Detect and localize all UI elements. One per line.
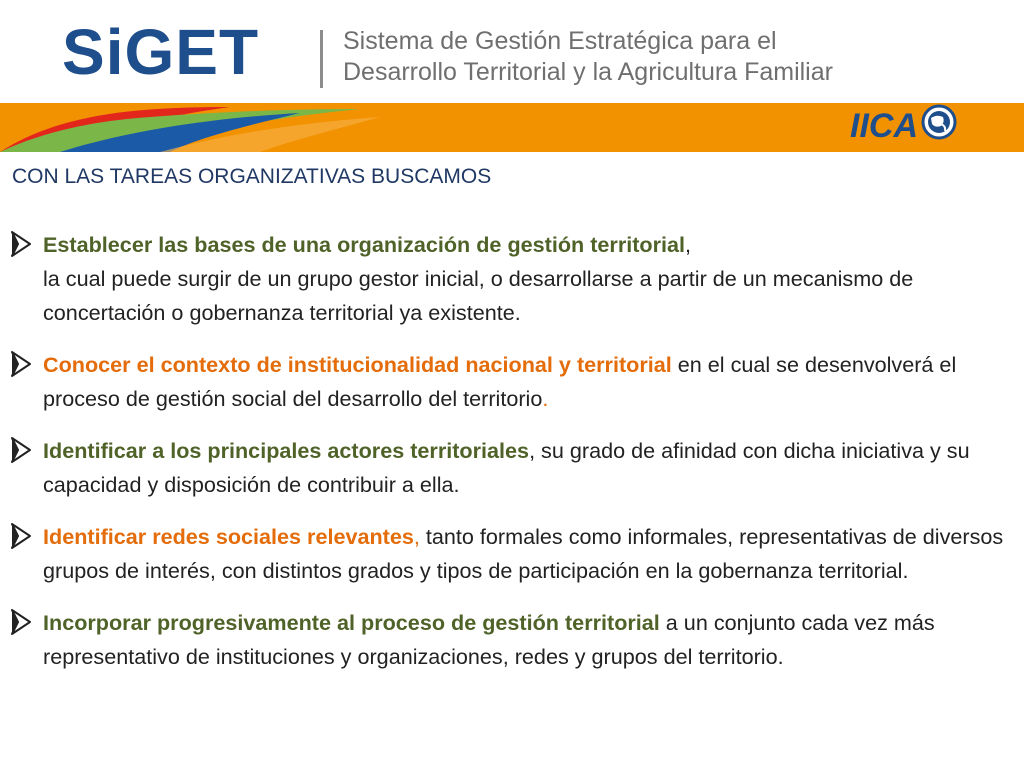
header-subtitle bbox=[343, 26, 983, 88]
arrow-bullet-icon bbox=[10, 608, 32, 636]
bullet-list bbox=[10, 228, 1010, 692]
list-item bbox=[10, 434, 1010, 502]
list-item bbox=[10, 228, 1010, 330]
header bbox=[0, 0, 1024, 103]
item-highlight: Establecer las bases de una organización de gestión territorial bbox=[43, 232, 686, 257]
iica-logo-text: IICA bbox=[850, 107, 918, 145]
arrow-bullet-icon bbox=[10, 350, 32, 378]
list-item bbox=[10, 520, 1010, 588]
list-item bbox=[10, 606, 1010, 674]
item-tail: , bbox=[413, 524, 420, 549]
arrow-bullet-icon bbox=[10, 230, 32, 258]
item-text: , su grado de afinidad con dicha iniciativa y su capacidad y disposición de contribuir a ella. bbox=[43, 438, 970, 497]
arrow-bullet-icon bbox=[10, 436, 32, 464]
slide-heading: CON LAS TAREAS ORGANIZATIVAS BUSCAMOS bbox=[12, 165, 492, 188]
item-highlight: Incorporar progresivamente al proceso de gestión territorial bbox=[43, 610, 660, 635]
item-text-continued: la cual puede surgir de un grupo gestor inicial, o desarrollarse a partir de un mecanismo de concertación o gobernanza territorial ya existente. bbox=[43, 266, 914, 325]
list-item bbox=[10, 348, 1010, 416]
item-highlight: Conocer el contexto de institucionalidad nacional y territorial bbox=[43, 352, 672, 377]
item-text: , bbox=[685, 232, 692, 257]
item-text: a un conjunto cada vez más representativo de instituciones y organizaciones, redes y grupos del territorio. bbox=[43, 610, 935, 669]
iica-logo bbox=[850, 107, 957, 145]
item-tail: . bbox=[542, 386, 549, 411]
siget-logo: SiGET bbox=[62, 16, 260, 88]
subtitle-line-1: Sistema de Gestión Estratégica para el bbox=[343, 27, 777, 55]
arrow-bullet-icon bbox=[10, 522, 32, 550]
subtitle-line-2: Desarrollo Territorial y la Agricultura Familiar bbox=[343, 58, 833, 86]
item-highlight: Identificar a los principales actores territoriales bbox=[43, 438, 530, 463]
item-highlight: Identificar redes sociales relevantes bbox=[43, 524, 414, 549]
header-divider bbox=[320, 30, 323, 88]
item-text: en el cual se desenvolverá el proceso de gestión social del desarrollo del territorio bbox=[43, 352, 957, 411]
item-text: tanto formales como informales, representativas de diversos grupos de interés, con distintos grados y tipos de participación en la gobernanza territorial. bbox=[43, 524, 1004, 583]
globe-icon bbox=[921, 104, 957, 148]
